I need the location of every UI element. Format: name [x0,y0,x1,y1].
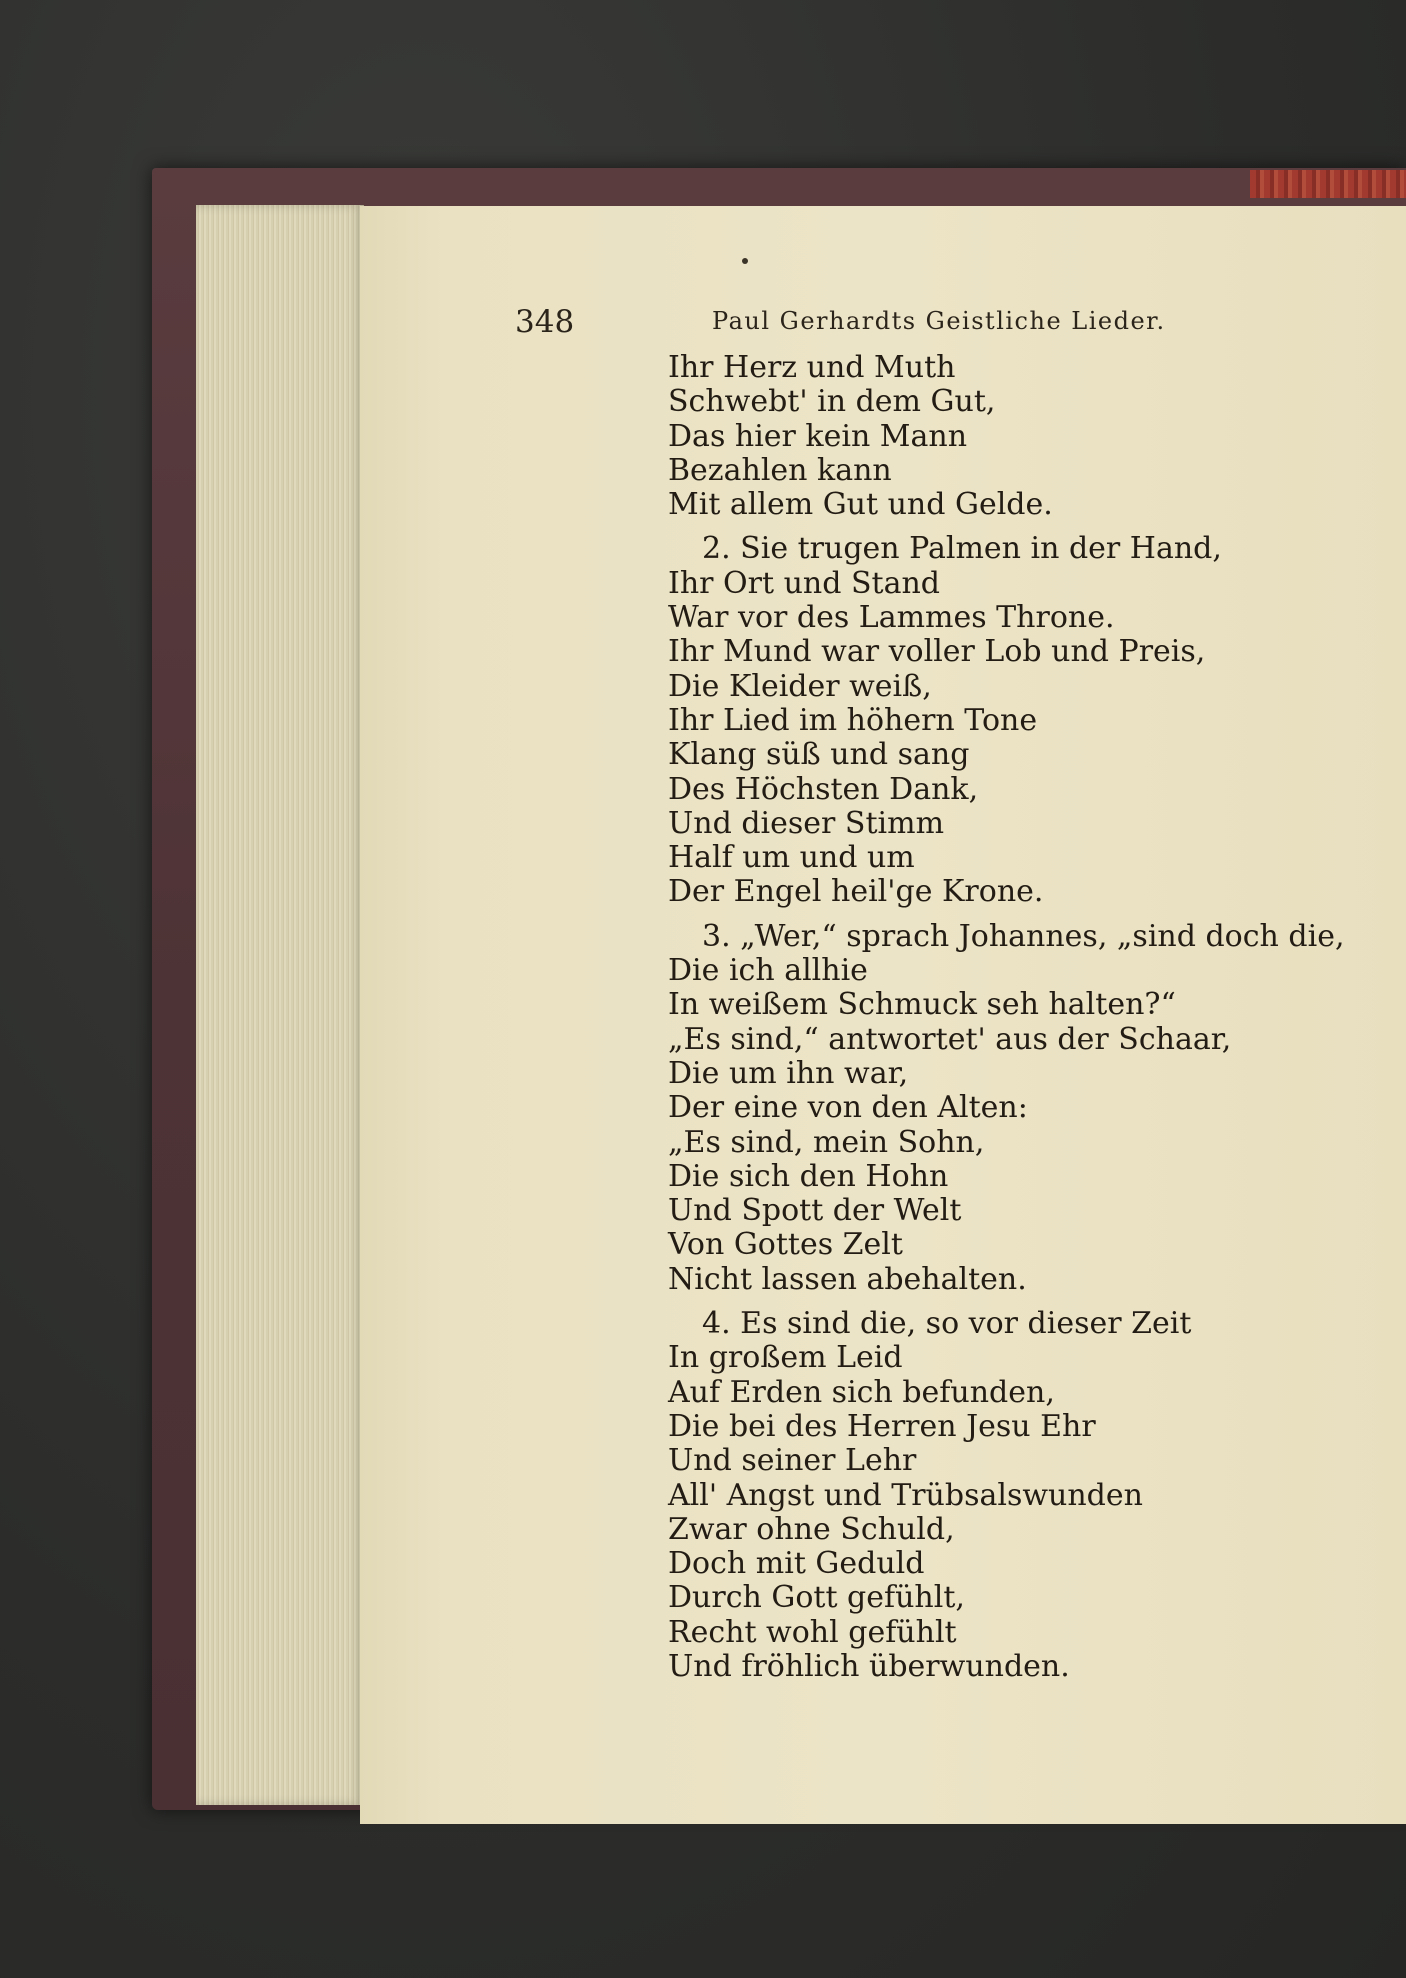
page-edges [196,205,364,1805]
verse-line: Die ich allhie [668,953,868,989]
verse-line: Und Spott der Welt [668,1193,962,1229]
verse-line: Half um und um [668,840,915,876]
verse-line: Und dieser Stimm [668,805,945,841]
verse-line: Und seiner Lehr [668,1443,917,1479]
verse-line: Ihr Lied im höhern Tone [668,702,1038,738]
stanza-number: 3. [702,918,731,954]
verse-line: Von Gottes Zelt [668,1227,903,1263]
page-number: 348 [515,304,575,340]
verse-line: Auf Erden sich befunden, [668,1374,1055,1410]
ink-dot [742,258,748,264]
verse-line: Mit allem Gut und Gelde. [668,487,1053,523]
verse-line: Der Engel heil'ge Krone. [668,874,1044,910]
verse-line: Des Höchsten Dank, [668,771,979,807]
stanza-number: 4. [702,1306,731,1342]
cover-edge-red [1250,170,1406,198]
verse-line: Schwebt' in dem Gut, [668,384,996,420]
verse-line: Nicht lassen abehalten. [668,1261,1027,1297]
verse-line: War vor des Lammes Throne. [668,600,1115,636]
verse-line: In weißem Schmuck seh halten?“ [668,987,1176,1023]
verse-line: Zwar ohne Schuld, [668,1511,955,1547]
verse-line: Durch Gott gefühlt, [668,1580,965,1616]
verse-line: Es sind die, so vor dieser Zeit [740,1306,1192,1342]
verse-line: Bezahlen kann [668,452,892,488]
running-head: Paul Gerhardts Geistliche Lieder. [712,307,1166,335]
verse-line: Die um ihn war, [668,1055,909,1091]
verse-line: Und fröhlich überwunden. [668,1648,1070,1684]
verse-line: Ihr Mund war voller Lob und Preis, [668,634,1206,670]
verse-line: Der eine von den Alten: [668,1090,1028,1126]
verse-line: „Wer,“ sprach Johannes, „sind doch die, [740,918,1345,954]
stanza-first-line [668,1307,1388,1341]
hymn-text [668,351,1388,1684]
verse-line: Das hier kein Mann [668,418,968,454]
verse-line: Ihr Herz und Muth [668,350,956,385]
book-page [360,206,1406,1824]
verse-line: Klang süß und sang [668,737,970,773]
verse-line: „Es sind, mein Sohn, [668,1124,985,1160]
stanza-first-line [668,920,1388,954]
verse-line: Die Kleider weiß, [668,668,932,704]
verse-line: Die bei des Herren Jesu Ehr [668,1408,1096,1444]
verse-line: In großem Leid [668,1340,903,1376]
verse-line: All' Angst und Trübsalswunden [668,1477,1143,1513]
stanza-first-line [668,532,1388,566]
verse-line: Die sich den Hohn [668,1158,949,1194]
verse-line: Sie trugen Palmen in der Hand, [740,531,1222,567]
stanza-number: 2. [702,531,731,567]
verse-line: Doch mit Geduld [668,1546,925,1582]
verse-line: Ihr Ort und Stand [668,565,940,601]
verse-line: „Es sind,“ antwortet' aus der Schaar, [668,1021,1232,1057]
verse-line: Recht wohl gefühlt [668,1614,957,1650]
